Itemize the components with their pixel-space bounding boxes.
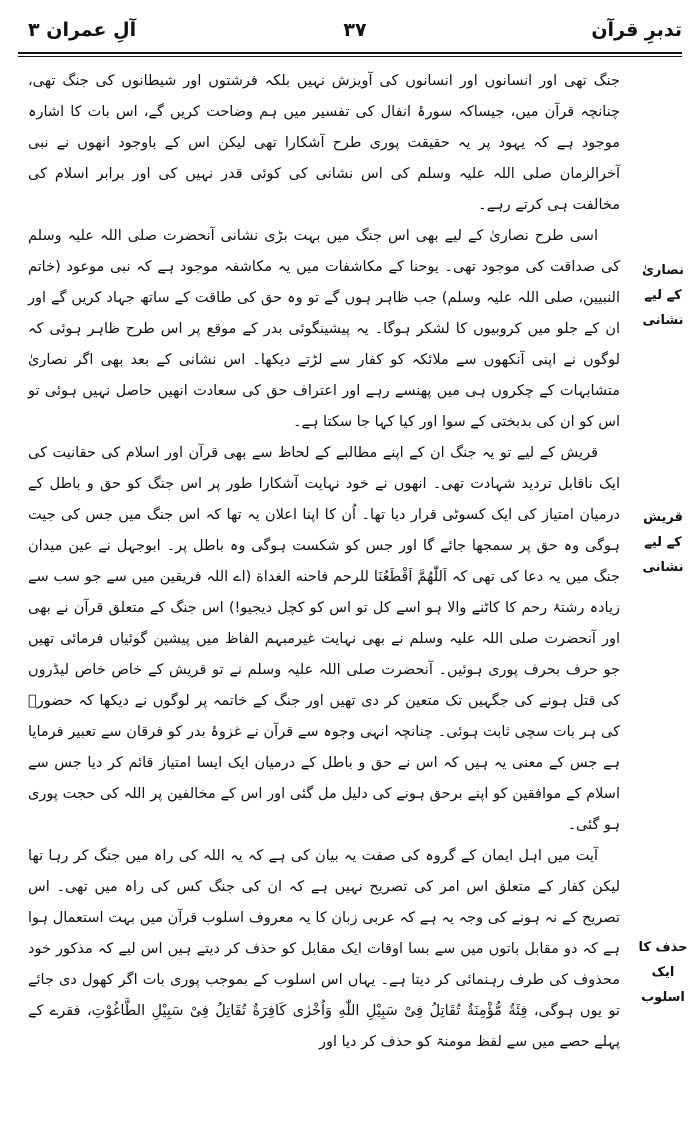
- header-rule-thin: [18, 56, 682, 57]
- header-rule: [18, 52, 682, 54]
- margin-note-quraysh: [634, 505, 692, 580]
- margin-note-line: نصاریٰ: [642, 263, 684, 278]
- page-header: [28, 10, 682, 50]
- margin-note-line: نشانی: [642, 560, 684, 575]
- paragraph: آیت میں اہل ایمان کے گروہ کی صفت یہ بیان کی ہے کہ یہ اللہ کی راہ میں جنگ کر رہا تھا لیکن کفار کے متعلق اس امر کی تصریح نہیں ہے کہ ان کی جنگ کس کی راہ میں تھی۔ اس تصریح کے نہ ہونے کی وجہ یہ ہے کہ عربی زبان کا یہ معروف اسلوب قرآن میں بہت استعمال ہوا ہے کہ دو مقابل باتوں میں سے بسا اوقات ایک مقابل کو حذف کر دیتے ہیں اس لیے کہ مذکور خود محذوف کی طرف رہنمائی کر دیتا ہے۔ یہاں اس اسلوب کے بموجب پوری بات اگر کھول دی جائے تو یوں ہوگی، فِئَةٌ مُّؤْمِنَةٌ تُقَاتِلُ فِیْ سَبِیْلِ اللّٰهِ وَاُخْرٰی کَافِرَةٌ تُقَاتِلُ فِیْ سَبِیْلِ الطَّاغُوْتِ، فقرے کے پہلے حصے میں سے لفظ مومنۃ کو حذف کر دیا اور: [28, 848, 620, 1050]
- paragraph: قریش کے لیے تو یہ جنگ ان کے اپنے مطالبے کے لحاظ سے بھی قرآن اور اسلام کی حقانیت کی ایک ناقابل تردید شہادت تھی۔ انھوں نے خود نہایت آشکارا طور پر اس جنگ کو حق و باطل کے درمیان امتیاز کی ایک کسوٹی قرار دیا تھا۔ اُن کا اپنا اعلان یہ تھا کہ اس جنگ میں جس کی جیت ہوگی وہ حق پر سمجھا جائے گا اور جس کو شکست ہوگی وہ باطل پر۔ ابوجہل نے عین میدان جنگ میں یہ دعا کی تھی کہ اَللّٰھُمَّ اَقْطَعُنَا للرحم فاحنه الغداة (اے اللہ فریقین میں سے جو سب سے زیادہ رشتۂ رحم کا کاٹنے والا ہو اسے کل تو اس کو کچل دیجیو!) اس جنگ کے متعلق قرآن نے بھی اور آنحضرت صلی اللہ علیہ وسلم نے بھی نہایت غیرمبہم الفاظ میں پیشین گوئیاں فرمائی تھیں جو حرف بحرف پوری ہوئیں۔ آنحضرت صلی اللہ علیہ وسلم نے تو قریش کے خاص خاص لیڈروں کی قتل ہونے کی جگہیں تک متعین کر دی تھیں اور جنگ کے خاتمہ پر لوگوں نے دیکھا کہ حضورؐ کی ہر بات سچی ثابت ہوئی۔ چنانچہ انہی وجوہ سے قرآن نے غزوۂ بدر کو فرقان سے تعبیر فرمایا ہے جس کے معنی یہ ہیں کہ اس نے حق و باطل کے درمیان ایک ایسا امتیاز قائم کر دیا جس سے اسلام کے موافقین کو اپنے برحق ہونے کی دلیل مل گئی اور اس کے مخالفین پر اللہ کی حجت پوری ہو گئی۔: [28, 445, 620, 833]
- margin-note-line: قریش: [643, 510, 683, 525]
- book-title: تدبرِ قرآن: [591, 19, 682, 41]
- page-number: ۳۷: [343, 19, 367, 41]
- margin-note-line: نشانی: [642, 313, 684, 328]
- margin-note-line: کے لیے: [644, 288, 682, 303]
- margin-note-line: حذف کا: [638, 940, 688, 955]
- margin-note-ellipsis-style: [634, 935, 692, 1010]
- margin-note-christians: [634, 258, 692, 333]
- margin-note-line: ایک اسلوب: [641, 965, 685, 1005]
- surah-title: آلِ عمران ۳: [28, 19, 137, 41]
- paragraph: اسی طرح نصاریٰ کے لیے بھی اس جنگ میں بہت بڑی نشانی آنحضرت صلی اللہ علیہ وسلم کی صداقت کی موجود تھی۔ یوحنا کے مکاشفات میں یہ مکاشفہ موجود ہے کہ نبی موعود (خاتم النبیین، صلی اللہ علیہ وسلم) جب ظاہر ہوں گے تو وہ حق کی طاقت کے ساتھ جہاد کریں گے اور ان کے جلو میں کروبیوں کا لشکر ہوگا۔ یہ پیشینگوئی بدر کے موقع پر اس طرح ظاہر ہوئی کہ لوگوں نے اپنی آنکھوں سے ملائکہ کو کفار سے لڑتے دیکھا۔ اس نشانی کے بعد بھی اگر نصاریٰ متشابہات کے چکروں ہی میں پھنسے رہے اور اعتراف حق کی سعادت انھیں حاصل نہیں ہوئی تو اس کو ان کی بدبختی کے سوا اور کیا کہا جا سکتا ہے۔: [28, 228, 620, 430]
- margin-note-line: کے لیے: [644, 535, 682, 550]
- paragraph: جنگ تھی اور انسانوں اور انسانوں کی آویزش نہیں بلکہ فرشتوں اور شیطانوں کی جنگ تھی، چنانچہ قرآن میں، جیساکہ سورۂ انفال کی تفسیر میں ہم وضاحت کریں گے، اس بات کا اشارہ موجود ہے کہ یہود پر یہ حقیقت پوری طرح آشکارا تھی لیکن اس کے باوجود انھوں نے نبی آخرالزمان صلی اللہ علیہ وسلم کی اس نشانی کی کوئی قدر نہیں کی اور برابر اسلام کی مخالفت ہی کرتے رہے۔: [28, 73, 620, 213]
- body-text: [28, 66, 620, 1058]
